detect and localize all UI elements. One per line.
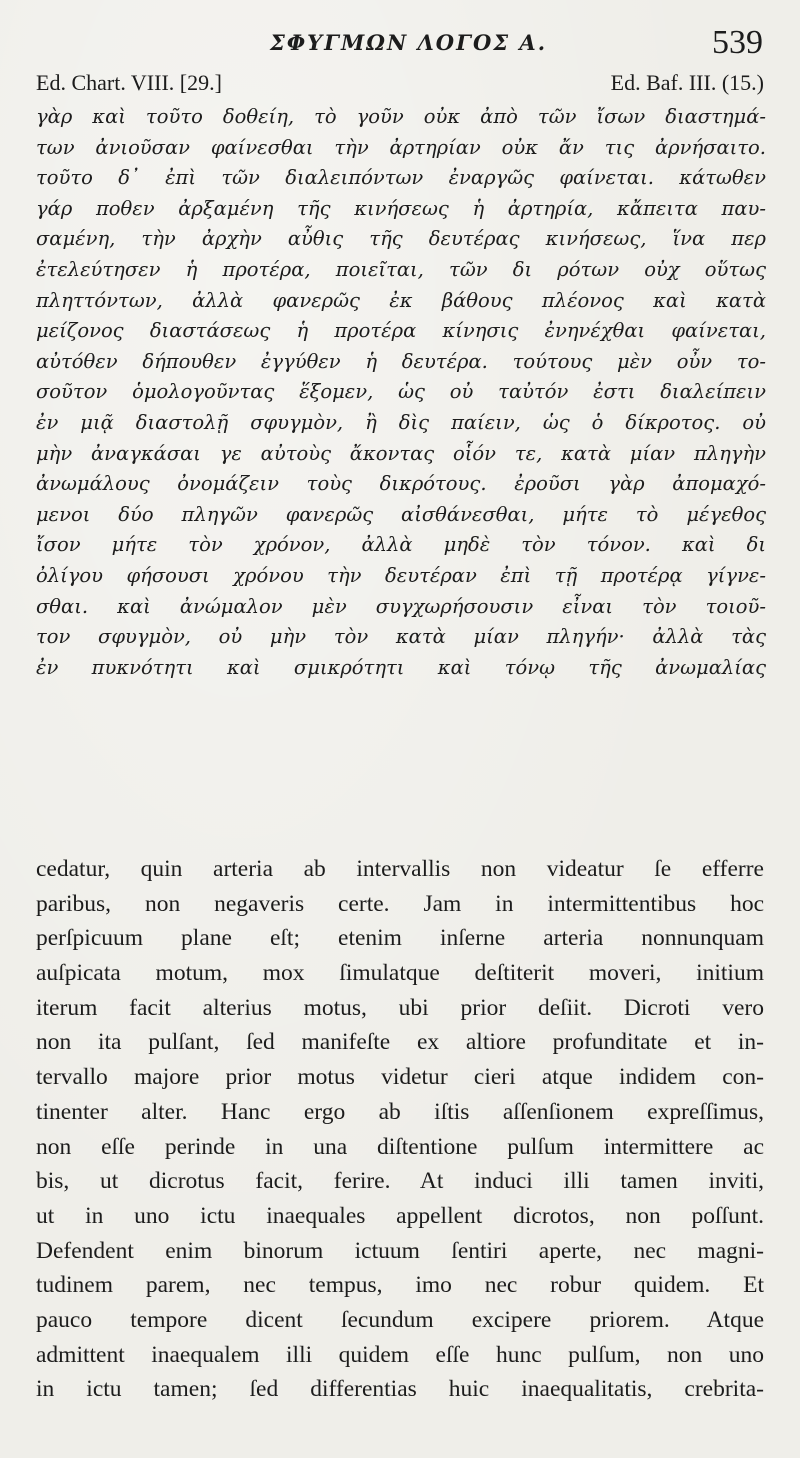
latin-line: auſpicata motum, mox ſimulatque deſtiterit moveri, initium	[36, 960, 764, 987]
latin-line: iterum facit alterius motus, ubi prior deſiit. Dicroti vero	[36, 994, 764, 1021]
greek-line: σοῦτον ὁμολογοῦντας ἕξομεν, ὡς οὐ ταὐτόν ἐστι διαλείπειν	[36, 380, 766, 404]
latin-line: bis, ut dicrotus facit, ferire. At induci illi tamen inviti,	[36, 1168, 764, 1195]
greek-line: μενοι δύο πληγῶν φανερῶς αἰσθάνεσθαι, μήτε τὸ μέγεθος	[36, 502, 766, 526]
greek-text	[36, 102, 766, 683]
edition-line	[36, 70, 764, 100]
latin-line: tervallo majore prior motus videtur cieri atque indidem con-	[36, 1064, 764, 1091]
greek-line: γὰρ καὶ τοῦτο δοθείη, τὸ γοῦν οὐκ ἀπὸ τῶν ἴσων διαστημά-	[36, 105, 766, 128]
latin-line: perſpicuum plane eſt; etenim inſerne arteria nonnunquam	[36, 925, 764, 952]
greek-line: μείζονος διαστάσεως ἡ προτέρα κίνησις ἐνηνέχθαι φαίνεται,	[36, 319, 766, 343]
latin-line: tinenter alter. Hanc ergo ab iſtis aſſenſionem expreſſimus,	[36, 1098, 764, 1125]
latin-line: cedatur, quin arteria ab intervallis non videatur ſe efferre	[36, 856, 764, 882]
latin-line: non eſſe perinde in una diſtentione pulſum intermittere ac	[36, 1133, 764, 1160]
greek-line: των ἀνιοῦσαν φαίνεσθαι τὴν ἀρτηρίαν οὐκ ἄν τις ἀρνήσαιτο.	[36, 135, 766, 159]
latin-line: non ita pulſant, ſed manifeſte ex altiore profunditate et in-	[36, 1029, 764, 1056]
latin-line: in ictu tamen; ſed differentias huic inaequalitatis, crebrita-	[36, 1376, 764, 1403]
running-title: ΣΦΥΓΜΩΝ ΛΟΓΟΣ Α.	[270, 30, 548, 55]
latin-line: paribus, non negaveris certe. Jam in intermittentibus hoc	[36, 890, 764, 917]
greek-line: γάρ ποθεν ἀρξαμένη τῆς κινήσεως ἡ ἀρτηρία, κἄπειτα παυ-	[36, 196, 766, 220]
latin-text	[36, 852, 764, 1407]
edition-chartier: Ed. Chart. VIII. [29.]	[36, 70, 222, 95]
greek-line: τοῦτο δ᾽ ἐπὶ τῶν διαλειπόντων ἐναργῶς φαίνεται. κάτωθεν	[36, 166, 766, 190]
greek-line: τον σφυγμὸν, οὐ μὴν τὸν κατὰ μίαν πληγήν· ἀλλὰ τὰς	[36, 625, 766, 649]
greek-line: ὀλίγου φήσουσι χρόνου τὴν δευτέραν ἐπὶ τῇ προτέρᾳ γίγνε-	[36, 563, 766, 587]
latin-line: pauco tempore dicent ſecundum excipere priorem. Atque	[36, 1306, 764, 1333]
greek-line: ἐν πυκνότητι καὶ σμικρότητι καὶ τόνῳ τῆς ἀνωμαλίας	[36, 655, 766, 679]
latin-line: tudinem parem, nec tempus, imo nec robur quidem. Et	[36, 1272, 764, 1299]
latin-line: ut in uno ictu inaequales appellent dicrotos, non poſſunt.	[36, 1202, 764, 1229]
greek-line: ἀνωμάλους ὀνομάζειν τοὺς δικρότους. ἐροῦσι γὰρ ἀπομαχό-	[36, 472, 766, 496]
greek-line: πληττόντων, ἀλλὰ φανερῶς ἐκ βάθους πλέονος καὶ κατὰ	[36, 288, 766, 312]
greek-line: ἐν μιᾷ διαστολῇ σφυγμὸν, ἢ δὶς παίειν, ὡς ὁ δίκροτος. οὐ	[36, 410, 766, 434]
latin-line: Defendent enim binorum ictuum ſentiri aperte, nec magni-	[36, 1237, 764, 1264]
greek-line: μὴν ἀναγκάσαι γε αὐτοὺς ἄκοντας οἷόν τε, κατὰ μίαν πληγὴν	[36, 441, 766, 465]
greek-line: σαμένη, τὴν ἀρχὴν αὖθις τῆς δευτέρας κινήσεως, ἵνα περ	[36, 227, 766, 251]
greek-line: αὐτόθεν δήπουθεν ἐγγύθεν ἡ δευτέρα. τούτους μὲν οὖν το-	[36, 349, 766, 373]
edition-basel: Ed. Baf. III. (15.)	[610, 70, 764, 95]
greek-line: σθαι. καὶ ἀνώμαλον μὲν συγχωρήσουσιν εἶναι τὸν τοιοῦ-	[36, 594, 766, 618]
greek-line: ἐτελεύτησεν ἡ προτέρα, ποιεῖται, τῶν δι ρότων οὐχ οὕτως	[36, 257, 766, 281]
latin-line: admittent inaequalem illi quidem eſſe hunc pulſum, non uno	[36, 1341, 764, 1368]
running-head	[0, 24, 800, 64]
greek-line: ἴσον μήτε τὸν χρόνον, ἀλλὰ μηδὲ τὸν τόνον. καὶ δι	[36, 533, 766, 557]
page-number: 539	[712, 24, 763, 61]
